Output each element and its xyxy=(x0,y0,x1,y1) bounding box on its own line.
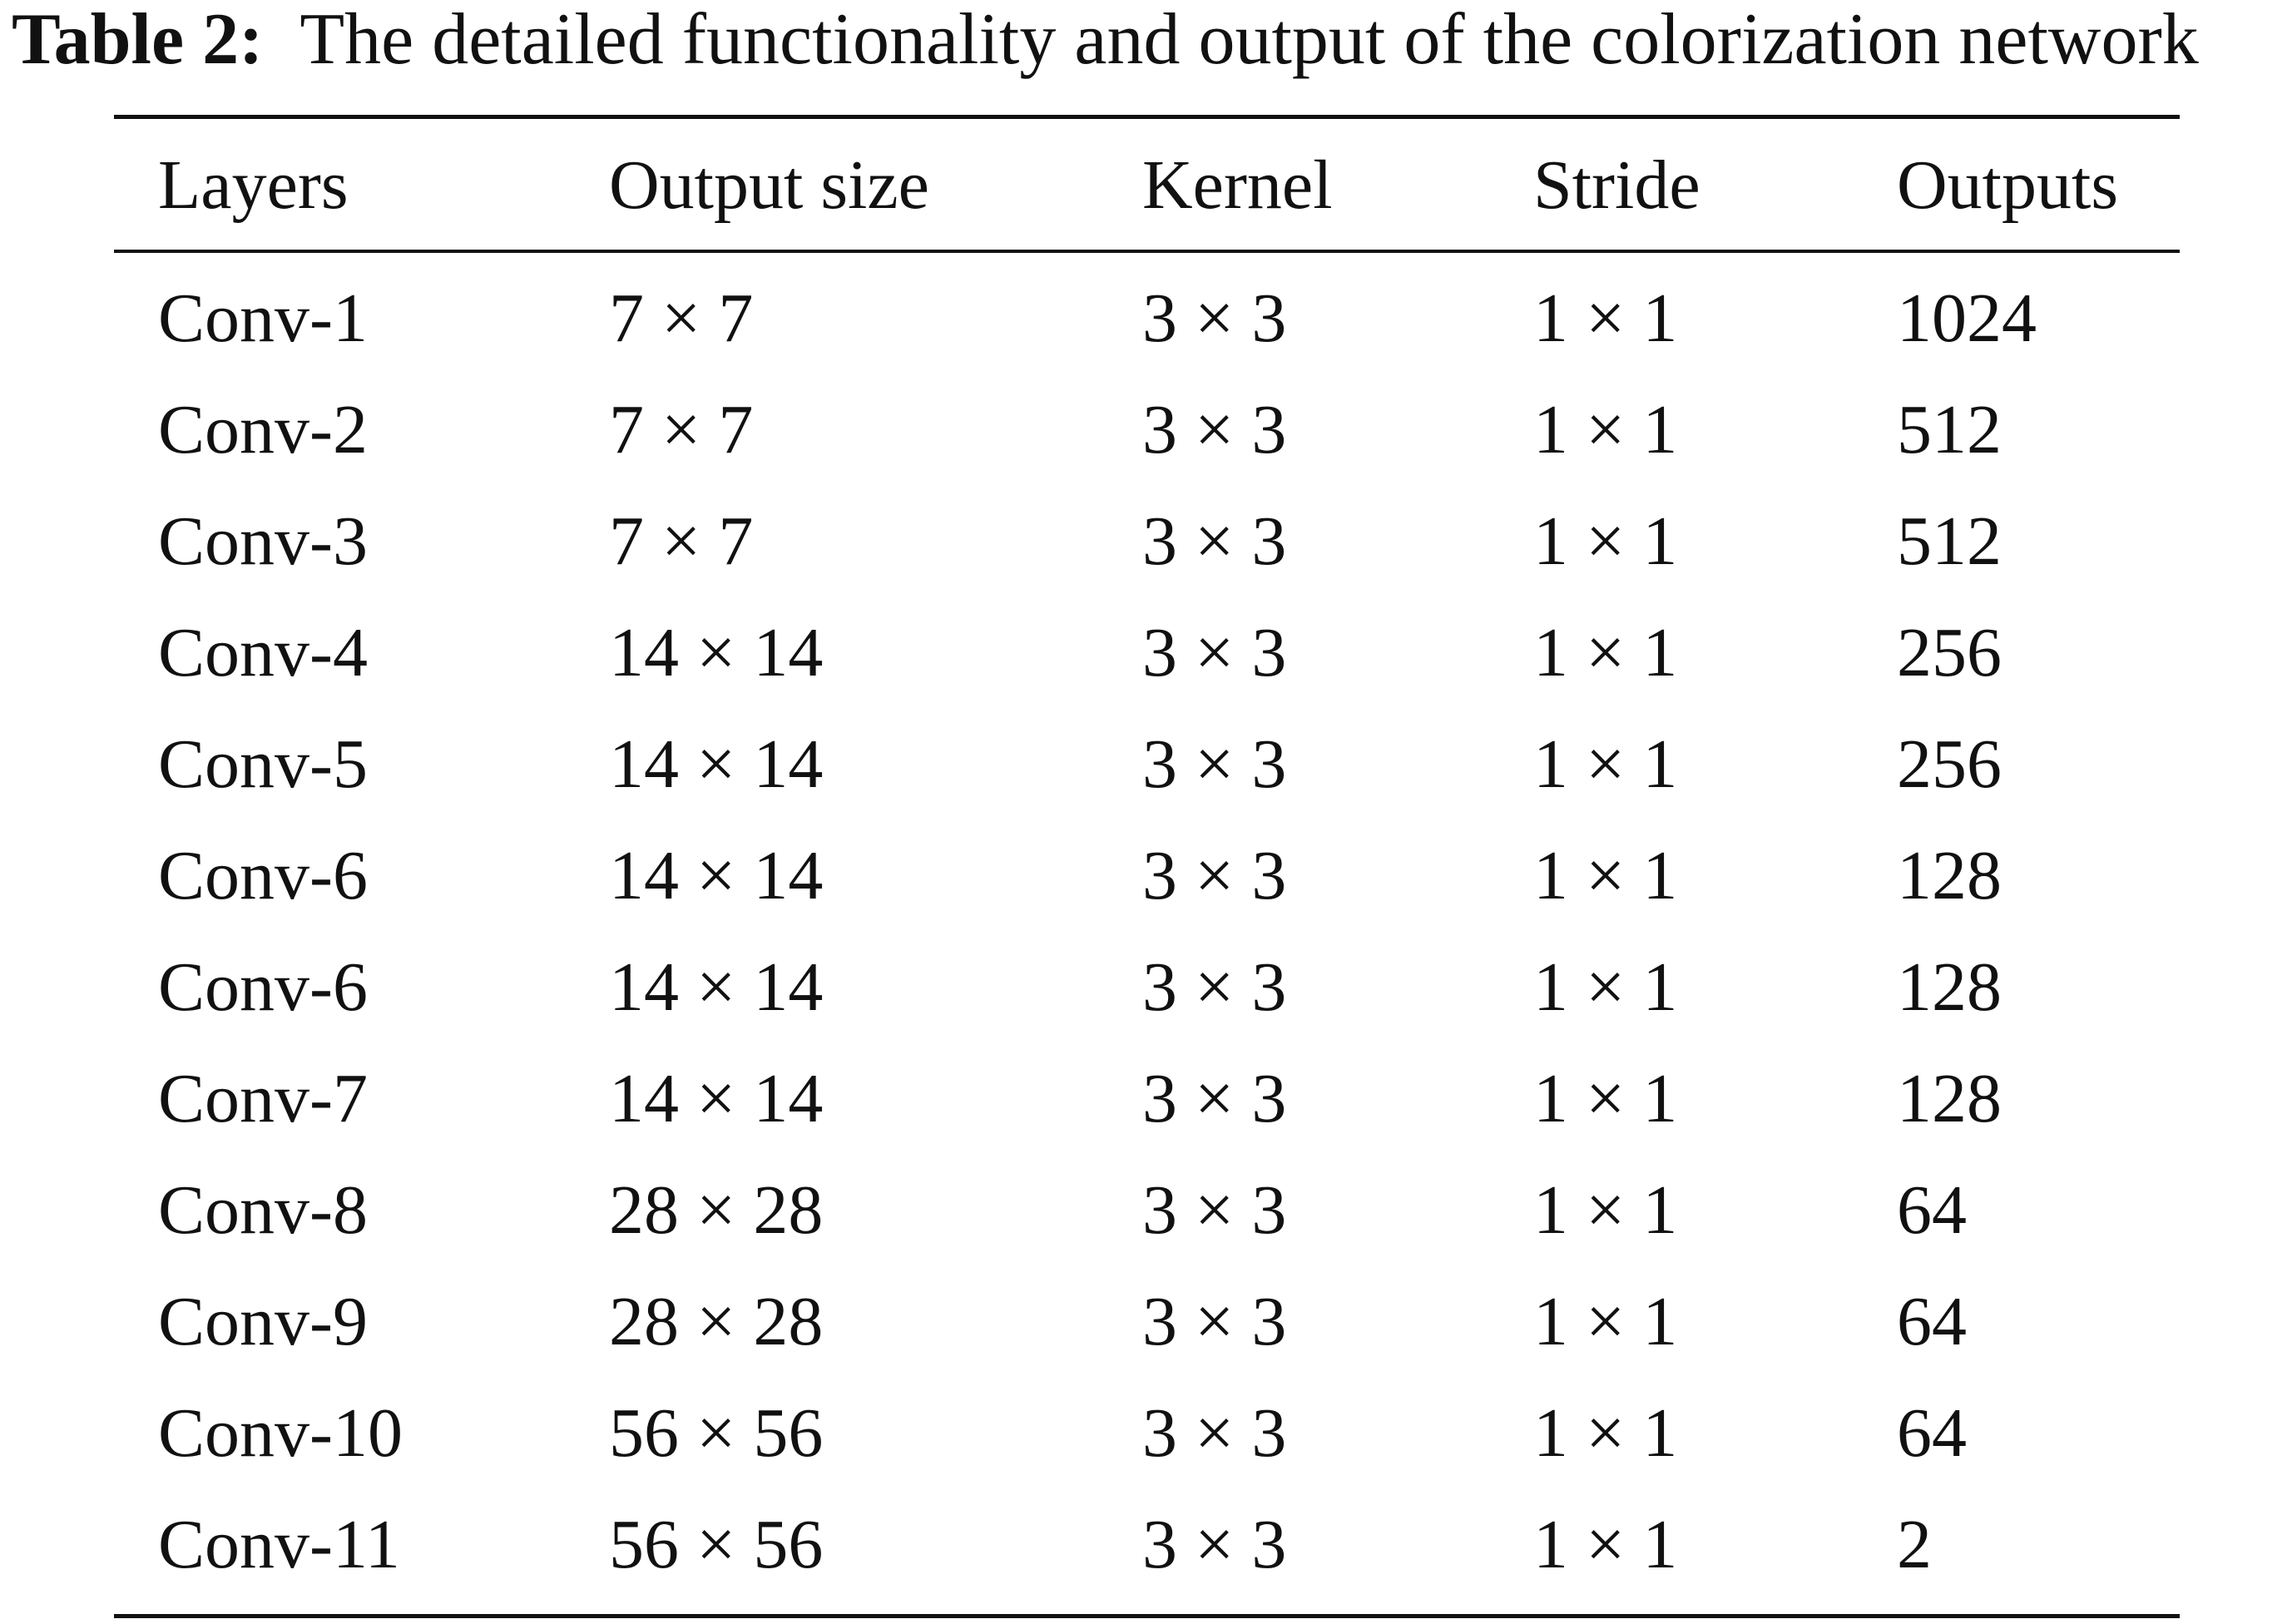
table-row xyxy=(0,1266,2292,1378)
kernel-cell: 3 × 3 xyxy=(1142,503,1287,580)
caption-spacer xyxy=(263,0,299,80)
layer-cell: Conv-4 xyxy=(158,614,368,691)
outputs-cell: 256 xyxy=(1897,614,2002,691)
output-size-cell: 7 × 7 xyxy=(609,391,754,468)
layer-cell: Conv-5 xyxy=(158,725,368,803)
outputs-cell: 512 xyxy=(1897,503,2002,580)
outputs-cell: 512 xyxy=(1897,391,2002,468)
outputs-cell: 1024 xyxy=(1897,280,2037,357)
outputs-cell: 128 xyxy=(1897,948,2002,1026)
layer-cell: Conv-7 xyxy=(158,1060,368,1137)
table-row xyxy=(0,932,2292,1043)
layer-cell: Conv-3 xyxy=(158,503,368,580)
header-kernel: Kernel xyxy=(1142,146,1333,224)
table-header-rule xyxy=(114,250,2180,253)
layer-cell: Conv-1 xyxy=(158,280,368,357)
layer-cell: Conv-9 xyxy=(158,1283,368,1360)
kernel-cell: 3 × 3 xyxy=(1142,948,1287,1026)
table-row xyxy=(0,597,2292,709)
stride-cell: 1 × 1 xyxy=(1533,725,1678,803)
header-output-size: Output size xyxy=(609,146,929,224)
outputs-cell: 64 xyxy=(1897,1283,1967,1360)
table-header-row xyxy=(0,130,2292,241)
kernel-cell: 3 × 3 xyxy=(1142,391,1287,468)
kernel-cell: 3 × 3 xyxy=(1142,1506,1287,1583)
stride-cell: 1 × 1 xyxy=(1533,503,1678,580)
stride-cell: 1 × 1 xyxy=(1533,1060,1678,1137)
table-row xyxy=(0,1378,2292,1489)
output-size-cell: 14 × 14 xyxy=(609,948,824,1026)
header-stride: Stride xyxy=(1533,146,1700,224)
output-size-cell: 14 × 14 xyxy=(609,614,824,691)
output-size-cell: 14 × 14 xyxy=(609,837,824,914)
stride-cell: 1 × 1 xyxy=(1533,280,1678,357)
stride-cell: 1 × 1 xyxy=(1533,948,1678,1026)
outputs-cell: 64 xyxy=(1897,1171,1967,1249)
output-size-cell: 7 × 7 xyxy=(609,503,754,580)
table-row xyxy=(0,1155,2292,1266)
output-size-cell: 56 × 56 xyxy=(609,1506,824,1583)
kernel-cell: 3 × 3 xyxy=(1142,280,1287,357)
table-caption xyxy=(12,0,2199,80)
table-row xyxy=(0,374,2292,486)
outputs-cell: 64 xyxy=(1897,1394,1967,1472)
caption-label: Table 2: xyxy=(12,0,264,80)
stride-cell: 1 × 1 xyxy=(1533,1394,1678,1472)
caption-text: The detailed functionality and output of the colorization network xyxy=(299,0,2199,80)
stride-cell: 1 × 1 xyxy=(1533,391,1678,468)
table-row xyxy=(0,263,2292,374)
outputs-cell: 128 xyxy=(1897,1060,2002,1137)
outputs-cell: 256 xyxy=(1897,725,2002,803)
layer-cell: Conv-2 xyxy=(158,391,368,468)
stride-cell: 1 × 1 xyxy=(1533,1283,1678,1360)
layer-cell: Conv-8 xyxy=(158,1171,368,1249)
layer-cell: Conv-6 xyxy=(158,837,368,914)
table-row xyxy=(0,486,2292,597)
table-row xyxy=(0,709,2292,820)
kernel-cell: 3 × 3 xyxy=(1142,614,1287,691)
stride-cell: 1 × 1 xyxy=(1533,837,1678,914)
table-row xyxy=(0,1043,2292,1155)
layer-cell: Conv-6 xyxy=(158,948,368,1026)
stride-cell: 1 × 1 xyxy=(1533,614,1678,691)
table-top-rule xyxy=(114,115,2180,119)
table-bottom-rule xyxy=(114,1614,2180,1618)
kernel-cell: 3 × 3 xyxy=(1142,837,1287,914)
stride-cell: 1 × 1 xyxy=(1533,1171,1678,1249)
outputs-cell: 128 xyxy=(1897,837,2002,914)
output-size-cell: 14 × 14 xyxy=(609,1060,824,1137)
kernel-cell: 3 × 3 xyxy=(1142,1171,1287,1249)
output-size-cell: 28 × 28 xyxy=(609,1171,824,1249)
stride-cell: 1 × 1 xyxy=(1533,1506,1678,1583)
output-size-cell: 7 × 7 xyxy=(609,280,754,357)
kernel-cell: 3 × 3 xyxy=(1142,1394,1287,1472)
kernel-cell: 3 × 3 xyxy=(1142,725,1287,803)
output-size-cell: 28 × 28 xyxy=(609,1283,824,1360)
kernel-cell: 3 × 3 xyxy=(1142,1283,1287,1360)
outputs-cell: 2 xyxy=(1897,1506,1932,1583)
kernel-cell: 3 × 3 xyxy=(1142,1060,1287,1137)
header-layers: Layers xyxy=(158,146,349,224)
output-size-cell: 14 × 14 xyxy=(609,725,824,803)
layer-cell: Conv-11 xyxy=(158,1506,400,1583)
layer-cell: Conv-10 xyxy=(158,1394,403,1472)
table-row xyxy=(0,820,2292,932)
table-row xyxy=(0,1489,2292,1601)
header-outputs: Outputs xyxy=(1897,146,2119,224)
output-size-cell: 56 × 56 xyxy=(609,1394,824,1472)
